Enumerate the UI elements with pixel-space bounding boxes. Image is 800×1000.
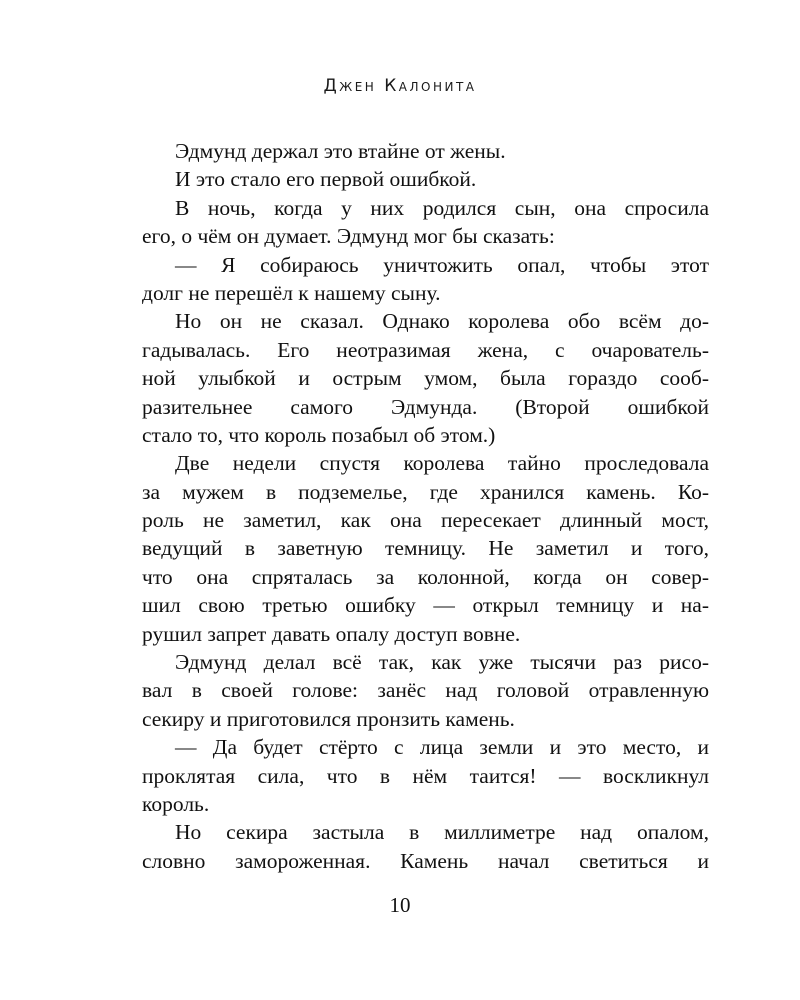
text-line: проклятая сила, что в нём таится! — воскликнул [142,763,709,788]
text-line: за мужем в подземелье, где хранился камень. Ко- [142,479,709,504]
text-line: Эдмунд держал это втайне от жены. [175,139,506,163]
text-line: И это стало его первой ошибкой. [175,167,477,192]
text-line: Но секира застыла в миллиметре над опалом, [175,820,709,845]
running-header-author: Джен Калонита [323,76,477,96]
text-line: шил свою третью ошибку — открыл темницу и на- [142,593,709,618]
text-line: стало то, что король позабыл об этом.) [142,422,496,447]
body-text [142,137,709,875]
text-line: — Да будет стёрто с лица земли и это место, и [175,735,709,760]
page-number: 10 [389,893,411,917]
text-line: Эдмунд делал всё так, как уже тысячи раз рисо- [175,650,709,675]
text-line: ведущий в заветную темницу. Не заметил и того, [142,536,709,561]
text-line: что она спряталась за колонной, когда он совер- [142,564,709,589]
text-line: король. [142,791,210,816]
text-line: словно замороженная. Камень начал светиться и [142,848,709,873]
text-line: вал в своей голове: занёс над головой отравленную [142,678,709,703]
text-line: Но он не сказал. Однако королева обо всём до- [175,309,709,334]
text-line: долг не перешёл к нашему сыну. [142,280,441,305]
text-line: роль не заметил, как она пересекает длинный мост, [142,508,709,533]
text-line: его, о чём он думает. Эдмунд мог бы сказать: [142,224,555,249]
text-line: разительнее самого Эдмунда. (Второй ошибкой [142,394,709,419]
text-line: В ночь, когда у них родился сын, она спросила [175,195,709,220]
text-line: рушил запрет давать опалу доступ вовне. [142,621,521,646]
text-line: Две недели спустя королева тайно проследовала [175,451,709,476]
text-line: ной улыбкой и острым умом, была гораздо сооб- [142,366,709,391]
text-line: — Я собираюсь уничтожить опал, чтобы этот [175,252,709,277]
text-line: секиру и приготовился пронзить камень. [142,706,515,731]
text-line: гадывалась. Его неотразимая жена, с очарователь- [142,337,709,362]
